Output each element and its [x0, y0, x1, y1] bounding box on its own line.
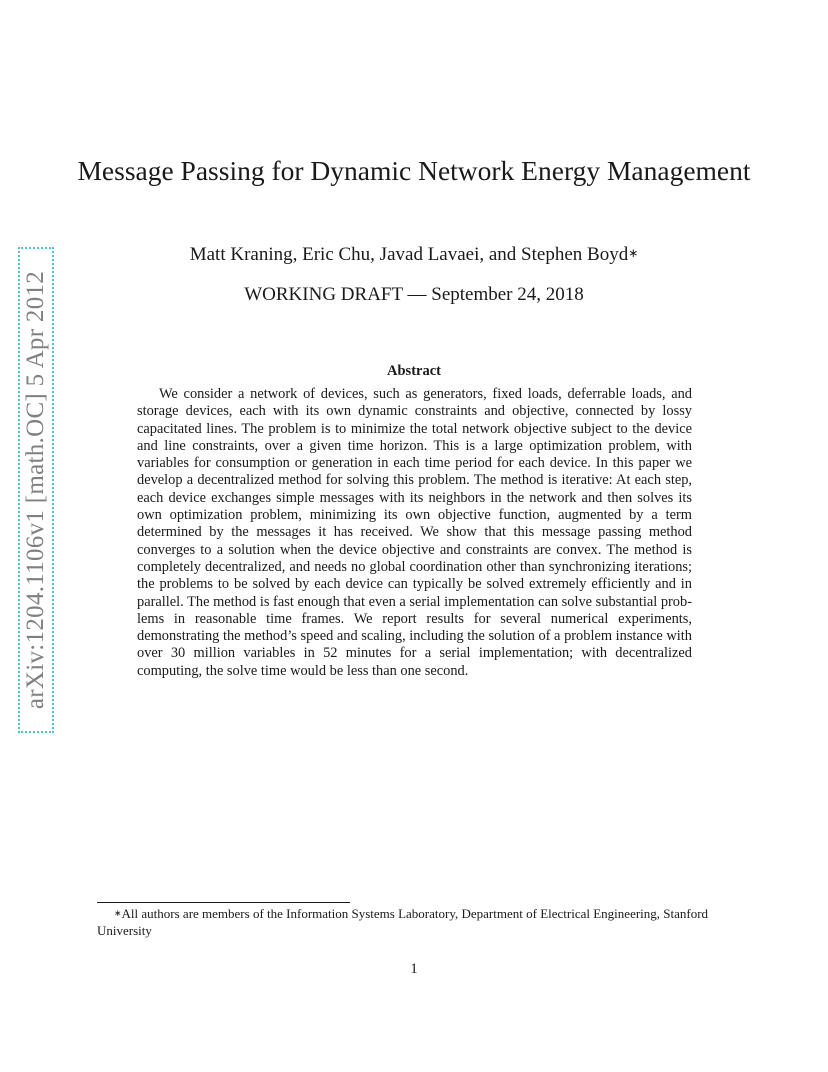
footnote-text: All authors are members of the Information Systems Laboratory, Department of Electrical Engineering, Stanford University	[97, 906, 709, 938]
author-list	[0, 243, 828, 267]
footnote-mark: ∗	[114, 908, 122, 918]
abstract-heading: Abstract	[387, 363, 441, 379]
paper-title: Message Passing for Dynamic Network Energy Management	[77, 155, 751, 186]
footnote	[97, 906, 732, 939]
draft-date-line: WORKING DRAFT — September 24, 2018	[244, 284, 584, 305]
abstract-body: We consider a network of devices, such as generators, fixed loads, deferrable loads, and storage devices, each with its own dynamic constraints and objective, connected by lossy capacitated lines. The problem is to minimize the total network objective subject to the device and line constraints, over a given time horizon. This is a large optimization problem, with variables for consumption or generation in each time period for each device. In this paper we develop a decentralized method for solving this problem. The method is iterative: At each step, each device exchanges simple messages with its neighbors in the network and then solves its own optimization problem, minimizing its own objective function, augmented by a term determined by the messages it has received. We show that this message passing method converges to a solution when the device objective and constraints are convex. The method is completely decentralized, and needs no global coordination other than synchronizing iterations; the problems to be solved by each device can typically be solved extremely efficiently and in parallel. The method is fast enough that even a serial implementation can solve substantial problems in reasonable time frames. We report results for several numerical experiments, demonstrating the method’s speed and scaling, including the solution of a problem instance with over 30 million variables in 52 minutes for a serial implementation; with decentralized computing, the solve time would be less than one second.	[137, 386, 692, 679]
footnote-divider	[97, 902, 350, 903]
page-number: 1	[410, 961, 418, 977]
author-footnote-mark: ∗	[628, 246, 639, 260]
author-names: Matt Kraning, Eric Chu, Javad Lavaei, and Stephen Boyd	[189, 244, 629, 265]
arxiv-identifier: arXiv:1204.1106v1 [math.OC] 5 Apr 2012	[22, 270, 49, 710]
